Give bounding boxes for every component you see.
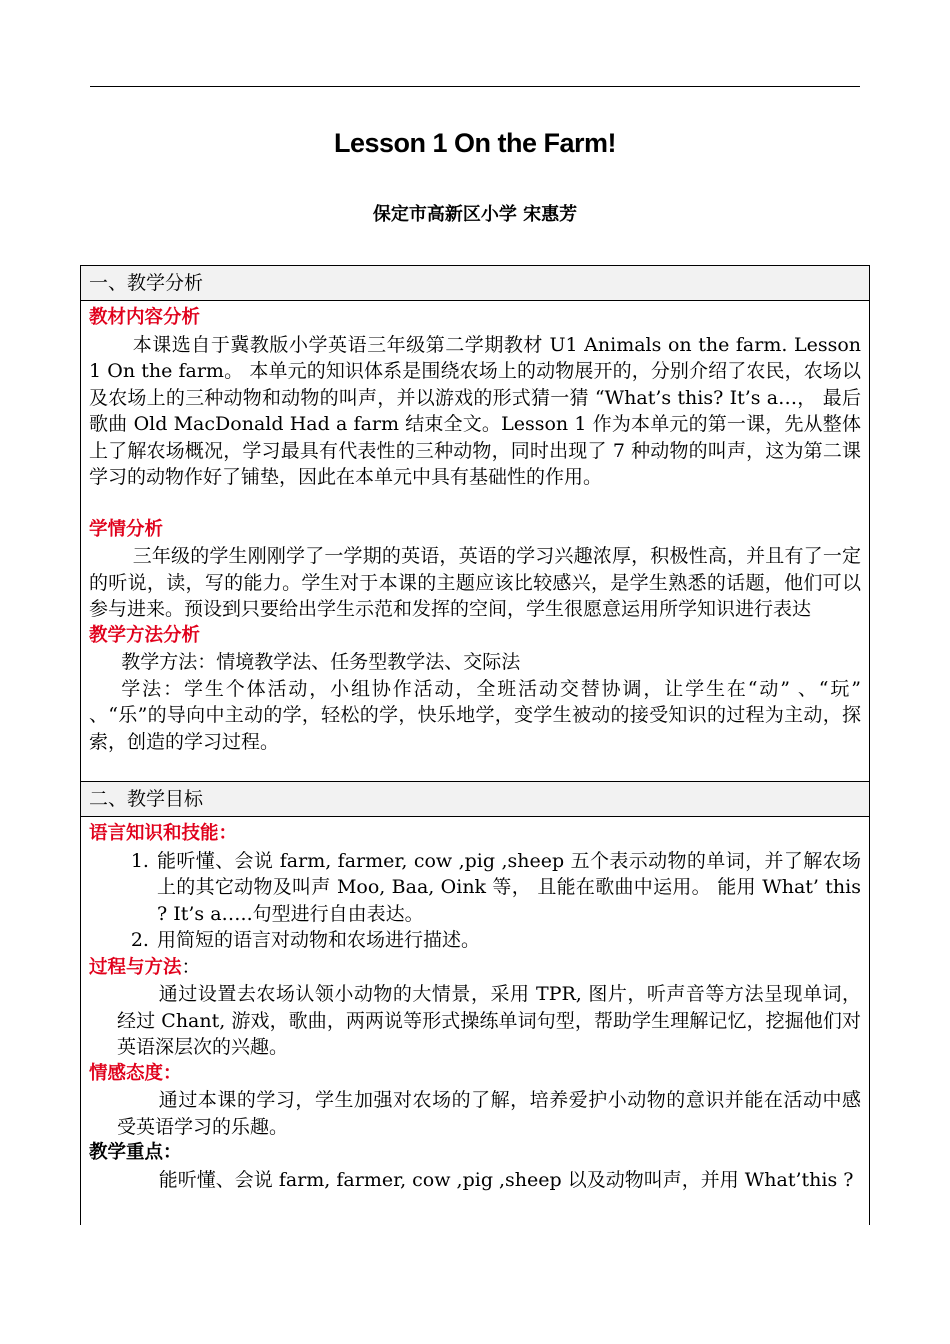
knowledge-list: [89, 848, 861, 954]
header-rule: [90, 86, 860, 87]
author-line: 保定市高新区小学 宋惠芳: [372, 204, 578, 225]
teaching-method-text: 教学方法：情境教学法、任务型教学法、交际法: [121, 651, 521, 673]
process-heading-line: [89, 954, 861, 982]
key-points-block: [89, 1167, 861, 1194]
page-title: Lesson 1 On the Farm!: [333, 128, 617, 158]
emotion-block: [89, 1087, 861, 1140]
list-item: 2. 用简短的语言对动物和农场进行描述。: [155, 927, 861, 954]
section-heading-objectives: 二、教学目标: [81, 781, 869, 817]
content-analysis-heading: 教材内容分析: [89, 307, 201, 328]
student-analysis-text: 三年级的学生刚刚学了一学期的英语，英语的学习兴趣浓厚，积极性高，并且有了一定的听说，读，写的能力。学生对于本课的主题应该比较感兴，是学生熟悉的话题，他们可以参与进来。预设到只要给出学生示范和发挥的空间，学生很愿意运用所学知识进行表达: [89, 545, 861, 620]
student-analysis-heading: 学情分析: [89, 518, 164, 540]
lesson-plan-table: [80, 265, 870, 1225]
analysis-cell: [81, 301, 869, 755]
objectives-cell: [81, 817, 869, 1193]
learning-method-text: 学法：学生个体活动，小组协作活动，全班活动交替协调，让学生在“动” 、“玩” 、“乐”的导向中主动的学，轻松的学，快乐地学，变学生被动的接受知识的过程为主动，探索，创造的学习过程。: [89, 677, 861, 753]
process-heading: 过程与方法: [89, 956, 182, 978]
knowledge-heading: 语言知识和技能：: [89, 823, 238, 844]
key-points-text: 能听懂、会说 farm, farmer, cow ,pig ,sheep 以及动物叫声，并用 What’this ?: [158, 1168, 854, 1191]
process-block: [89, 981, 861, 1061]
content-analysis-text: 本课选自于冀教版小学英语三年级第二学期教材 U1 Animals on the farm. Lesson 1 On the farm。 本单元的知识体系是围绕农场上的动物展开的，分别介绍了农民，农场以及农场上的三种动物和动物的叫声，并以游戏的形式猜一猜 “What’s this? It’s a…， 最后歌曲 Old MacDonald Had a farm 结束全文。Lesson 1 作为本单元的第一课，先从整体上了解农场概况，学习最具有代表性的三种动物，同时出现了 7 种动物的叫声，这为第二课学习的动物作好了铺垫，因此在本单元中具有基础性的作用。: [89, 333, 861, 488]
spacer: [89, 491, 861, 517]
process-colon: ：: [181, 955, 201, 978]
emotion-text: 通过本课的学习，学生加强对农场的了解，培养爱护小动物的意识并能在活动中感受英语学习的乐趣。: [117, 1089, 861, 1138]
list-item: 1. 能听懂、会说 farm, farmer, cow ,pig ,sheep 五个表示动物的单词，并了解农场上的其它动物及叫声 Moo, Baa, Oink 等， 且能在歌曲中运用。 能用 What’ this ? It’s a…..句型进行自由表达。: [155, 848, 861, 928]
key-points-heading: 教学重点：: [89, 1142, 182, 1163]
method-analysis-heading: 教学方法分析: [89, 624, 201, 646]
emotion-heading: 情感态度：: [89, 1062, 182, 1084]
process-text: 通过设置去农场认领小动物的大情景，采用 TPR, 图片，听声音等方法呈现单词，经过 Chant, 游戏，歌曲，两两说等形式操练单词句型，帮助学生理解记忆，挖掘他们对英语深层次的兴趣。: [117, 983, 861, 1058]
section-heading-analysis: 一、教学分析: [81, 266, 869, 301]
